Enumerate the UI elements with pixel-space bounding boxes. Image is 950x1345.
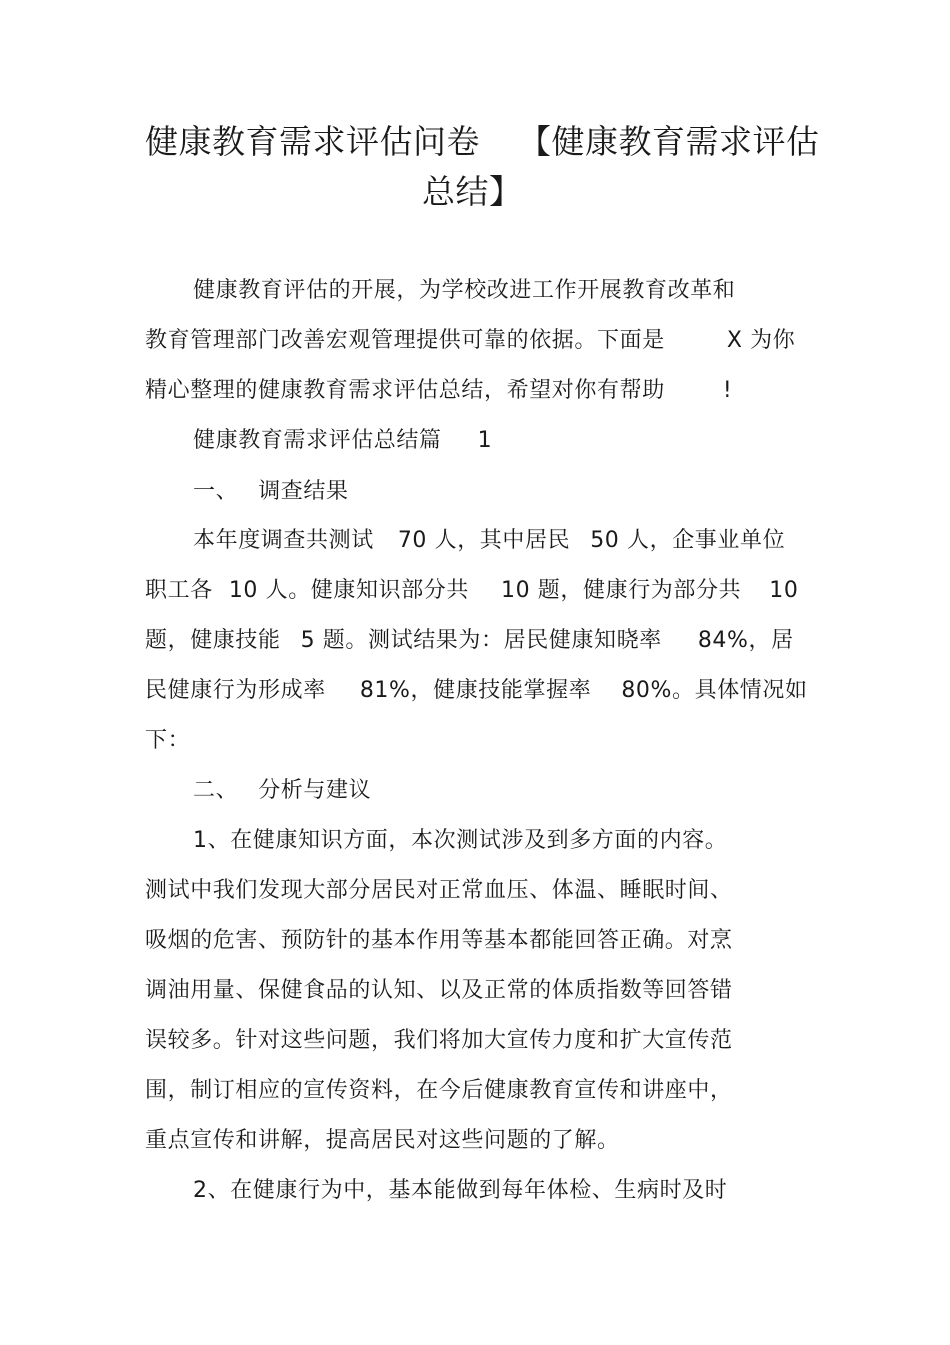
para2-line7: 重点宣传和讲解，提高居民对这些问题的了解。 — [145, 1128, 620, 1153]
para1-line2-c: 10 题，健康行为部分共 — [501, 578, 742, 603]
section2-title: 分析与建议 — [258, 778, 372, 803]
para1-line1 — [193, 526, 785, 556]
para2-line6: 围，制订相应的宣传资料，在今后健康教育宣传和讲座中， — [145, 1078, 733, 1103]
para1-line5: 下： — [145, 728, 191, 753]
para1-line3-b: 5 题。测试结果为：居民健康知晓率 — [300, 628, 662, 653]
intro-line3 — [145, 376, 732, 406]
intro-line3-text: 精心整理的健康教育需求评估总结，希望对你有帮助 — [145, 378, 665, 403]
para1-line2-b: 10 人。健康知识部分共 — [228, 578, 470, 603]
para1-line1-c: 50 人，企事业单位 — [590, 528, 786, 553]
para2-line5: 误较多。针对这些问题，我们将加大宣传力度和扩大宣传范 — [145, 1028, 733, 1053]
para1-line3 — [145, 626, 794, 656]
para1-line3-c: 84%，居 — [697, 628, 794, 653]
section1-heading — [193, 477, 349, 507]
title-part2: 【健康教育需求评估 — [518, 122, 820, 161]
para2-line4: 调油用量、保健食品的认知、以及正常的体质指数等回答错 — [145, 978, 733, 1003]
intro-line1: 健康教育评估的开展，为学校改进工作开展教育改革和 — [193, 278, 736, 303]
chapter-heading-text: 健康教育需求评估总结篇 — [193, 428, 442, 453]
para1-line2-d: 10 — [769, 578, 799, 603]
para1-line1-a: 本年度调查共测试 — [193, 528, 374, 553]
section1-title: 调查结果 — [258, 479, 349, 504]
intro-line2-tail: X 为你 — [726, 328, 796, 353]
para1-line3-a: 题，健康技能 — [145, 628, 281, 653]
para2-line3: 吸烟的危害、预防针的基本作用等基本都能回答正确。对烹 — [145, 928, 733, 953]
para1-line1-b: 70 人，其中居民 — [397, 528, 571, 553]
para1-line4-a: 民健康行为形成率 — [145, 678, 326, 703]
para2-line1: 1、在健康知识方面，本次测试涉及到多方面的内容。 — [193, 828, 728, 853]
para1-line4-b: 81%，健康技能掌握率 — [359, 678, 592, 703]
intro-line2-text: 教育管理部门改善宏观管理提供可靠的依据。下面是 — [145, 328, 665, 353]
document-title-line1 — [145, 122, 820, 162]
para1-line4 — [145, 676, 808, 706]
section1-number: 一、 — [193, 479, 239, 504]
intro-line3-tail: ! — [722, 378, 733, 403]
intro-line2 — [145, 326, 795, 356]
chapter-heading-number: 1 — [477, 428, 493, 453]
title-part1: 健康教育需求评估问卷 — [145, 122, 480, 161]
document-title-line2: 总结】 — [422, 172, 523, 211]
section2-heading — [193, 776, 371, 806]
para1-line2 — [145, 576, 798, 606]
para1-line2-a: 职工各 — [145, 578, 213, 603]
para3-line1: 2、在健康行为中，基本能做到每年体检、生病时及时 — [193, 1178, 728, 1203]
para2-line2: 测试中我们发现大部分居民对正常血压、体温、睡眠时间、 — [145, 878, 733, 903]
section2-number: 二、 — [193, 778, 239, 803]
chapter-heading — [193, 426, 492, 456]
para1-line4-c: 80%。具体情况如 — [621, 678, 808, 703]
